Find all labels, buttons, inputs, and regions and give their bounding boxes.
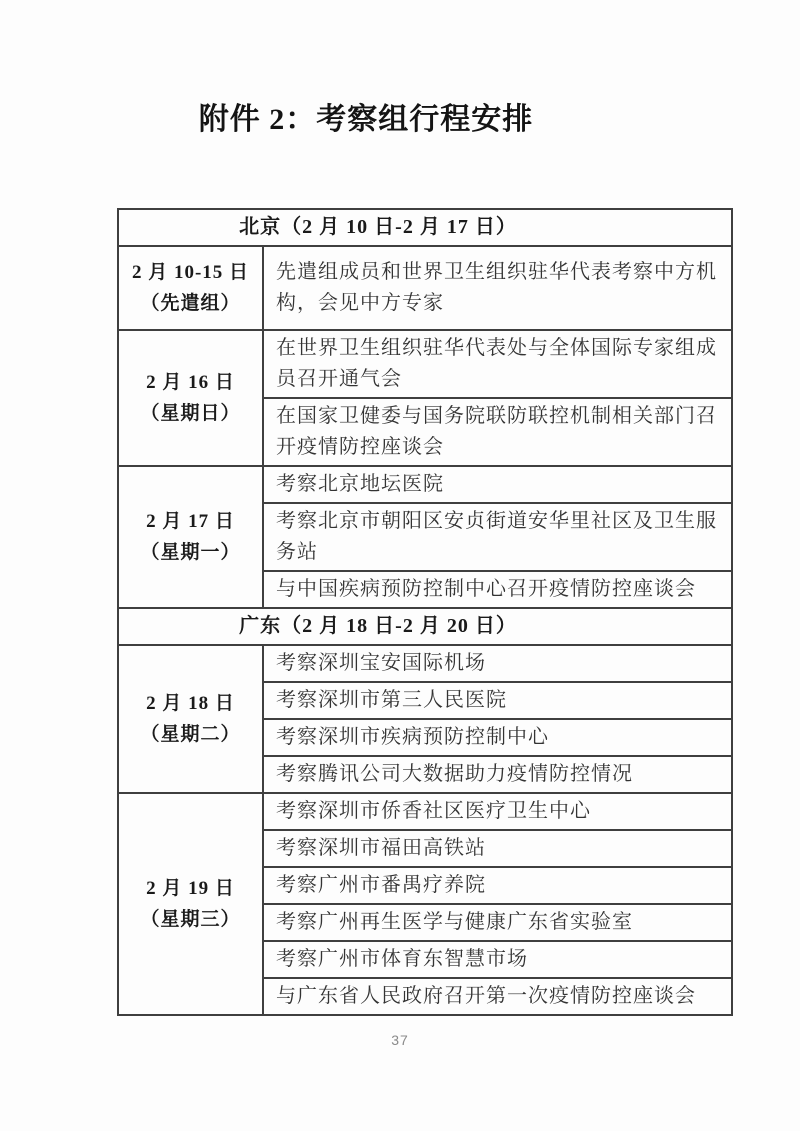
- date-label: 2 月 10-15 日: [131, 262, 250, 283]
- date-note: （先遣组）: [140, 293, 241, 314]
- activity-cell: 考察深圳宝安国际机场: [263, 645, 732, 682]
- table-row: [118, 793, 732, 830]
- date-cell: [118, 246, 263, 330]
- date-label: 2 月 19 日: [146, 878, 235, 899]
- date-label: 2 月 17 日: [146, 511, 235, 532]
- activity-cell: 考察深圳市疾病预防控制中心: [263, 719, 732, 756]
- itinerary-table: [117, 208, 733, 1016]
- table-row: [118, 466, 732, 503]
- activity-cell: 与中国疾病预防控制中心召开疫情防控座谈会: [263, 571, 732, 608]
- date-note: （星期一）: [140, 542, 241, 563]
- date-cell: [118, 466, 263, 608]
- activity-cell: 考察北京地坛医院: [263, 466, 732, 503]
- activity-cell: 在国家卫健委与国务院联防联控机制相关部门召开疫情防控座谈会: [263, 398, 732, 466]
- table-row: [118, 645, 732, 682]
- activity-cell: 考察北京市朝阳区安贞街道安华里社区及卫生服务站: [263, 503, 732, 571]
- activity-cell: 考察深圳市侨香社区医疗卫生中心: [263, 793, 732, 830]
- section-header-row: [118, 608, 732, 645]
- page-title: 附件 2：考察组行程安排: [198, 103, 534, 136]
- date-cell: [118, 793, 263, 1015]
- activity-cell: 考察深圳市福田高铁站: [263, 830, 732, 867]
- activity-cell: 考察腾讯公司大数据助力疫情防控情况: [263, 756, 732, 793]
- activity-cell: 在世界卫生组织驻华代表处与全体国际专家组成员召开通气会: [263, 330, 732, 398]
- activity-cell: 考察广州市番禺疗养院: [263, 867, 732, 904]
- date-label: 2 月 16 日: [146, 372, 235, 393]
- section-header: 广东（2 月 18 日-2 月 20 日）: [118, 608, 732, 645]
- activity-cell: 先遣组成员和世界卫生组织驻华代表考察中方机构，会见中方专家: [263, 246, 732, 330]
- date-cell: [118, 645, 263, 793]
- date-cell: [118, 330, 263, 466]
- section-header: 北京（2 月 10 日-2 月 17 日）: [118, 209, 732, 246]
- itinerary-table-body: [118, 209, 732, 1015]
- page-number: 37: [391, 1032, 409, 1048]
- activity-cell: 考察深圳市第三人民医院: [263, 682, 732, 719]
- activity-cell: 考察广州再生医学与健康广东省实验室: [263, 904, 732, 941]
- activity-cell: 考察广州市体育东智慧市场: [263, 941, 732, 978]
- date-note: （星期日）: [140, 403, 241, 424]
- date-note: （星期二）: [140, 724, 241, 745]
- section-header-row: [118, 209, 732, 246]
- table-row: [118, 330, 732, 398]
- date-note: （星期三）: [140, 909, 241, 930]
- activity-cell: 与广东省人民政府召开第一次疫情防控座谈会: [263, 978, 732, 1015]
- date-label: 2 月 18 日: [146, 693, 235, 714]
- table-row: [118, 246, 732, 330]
